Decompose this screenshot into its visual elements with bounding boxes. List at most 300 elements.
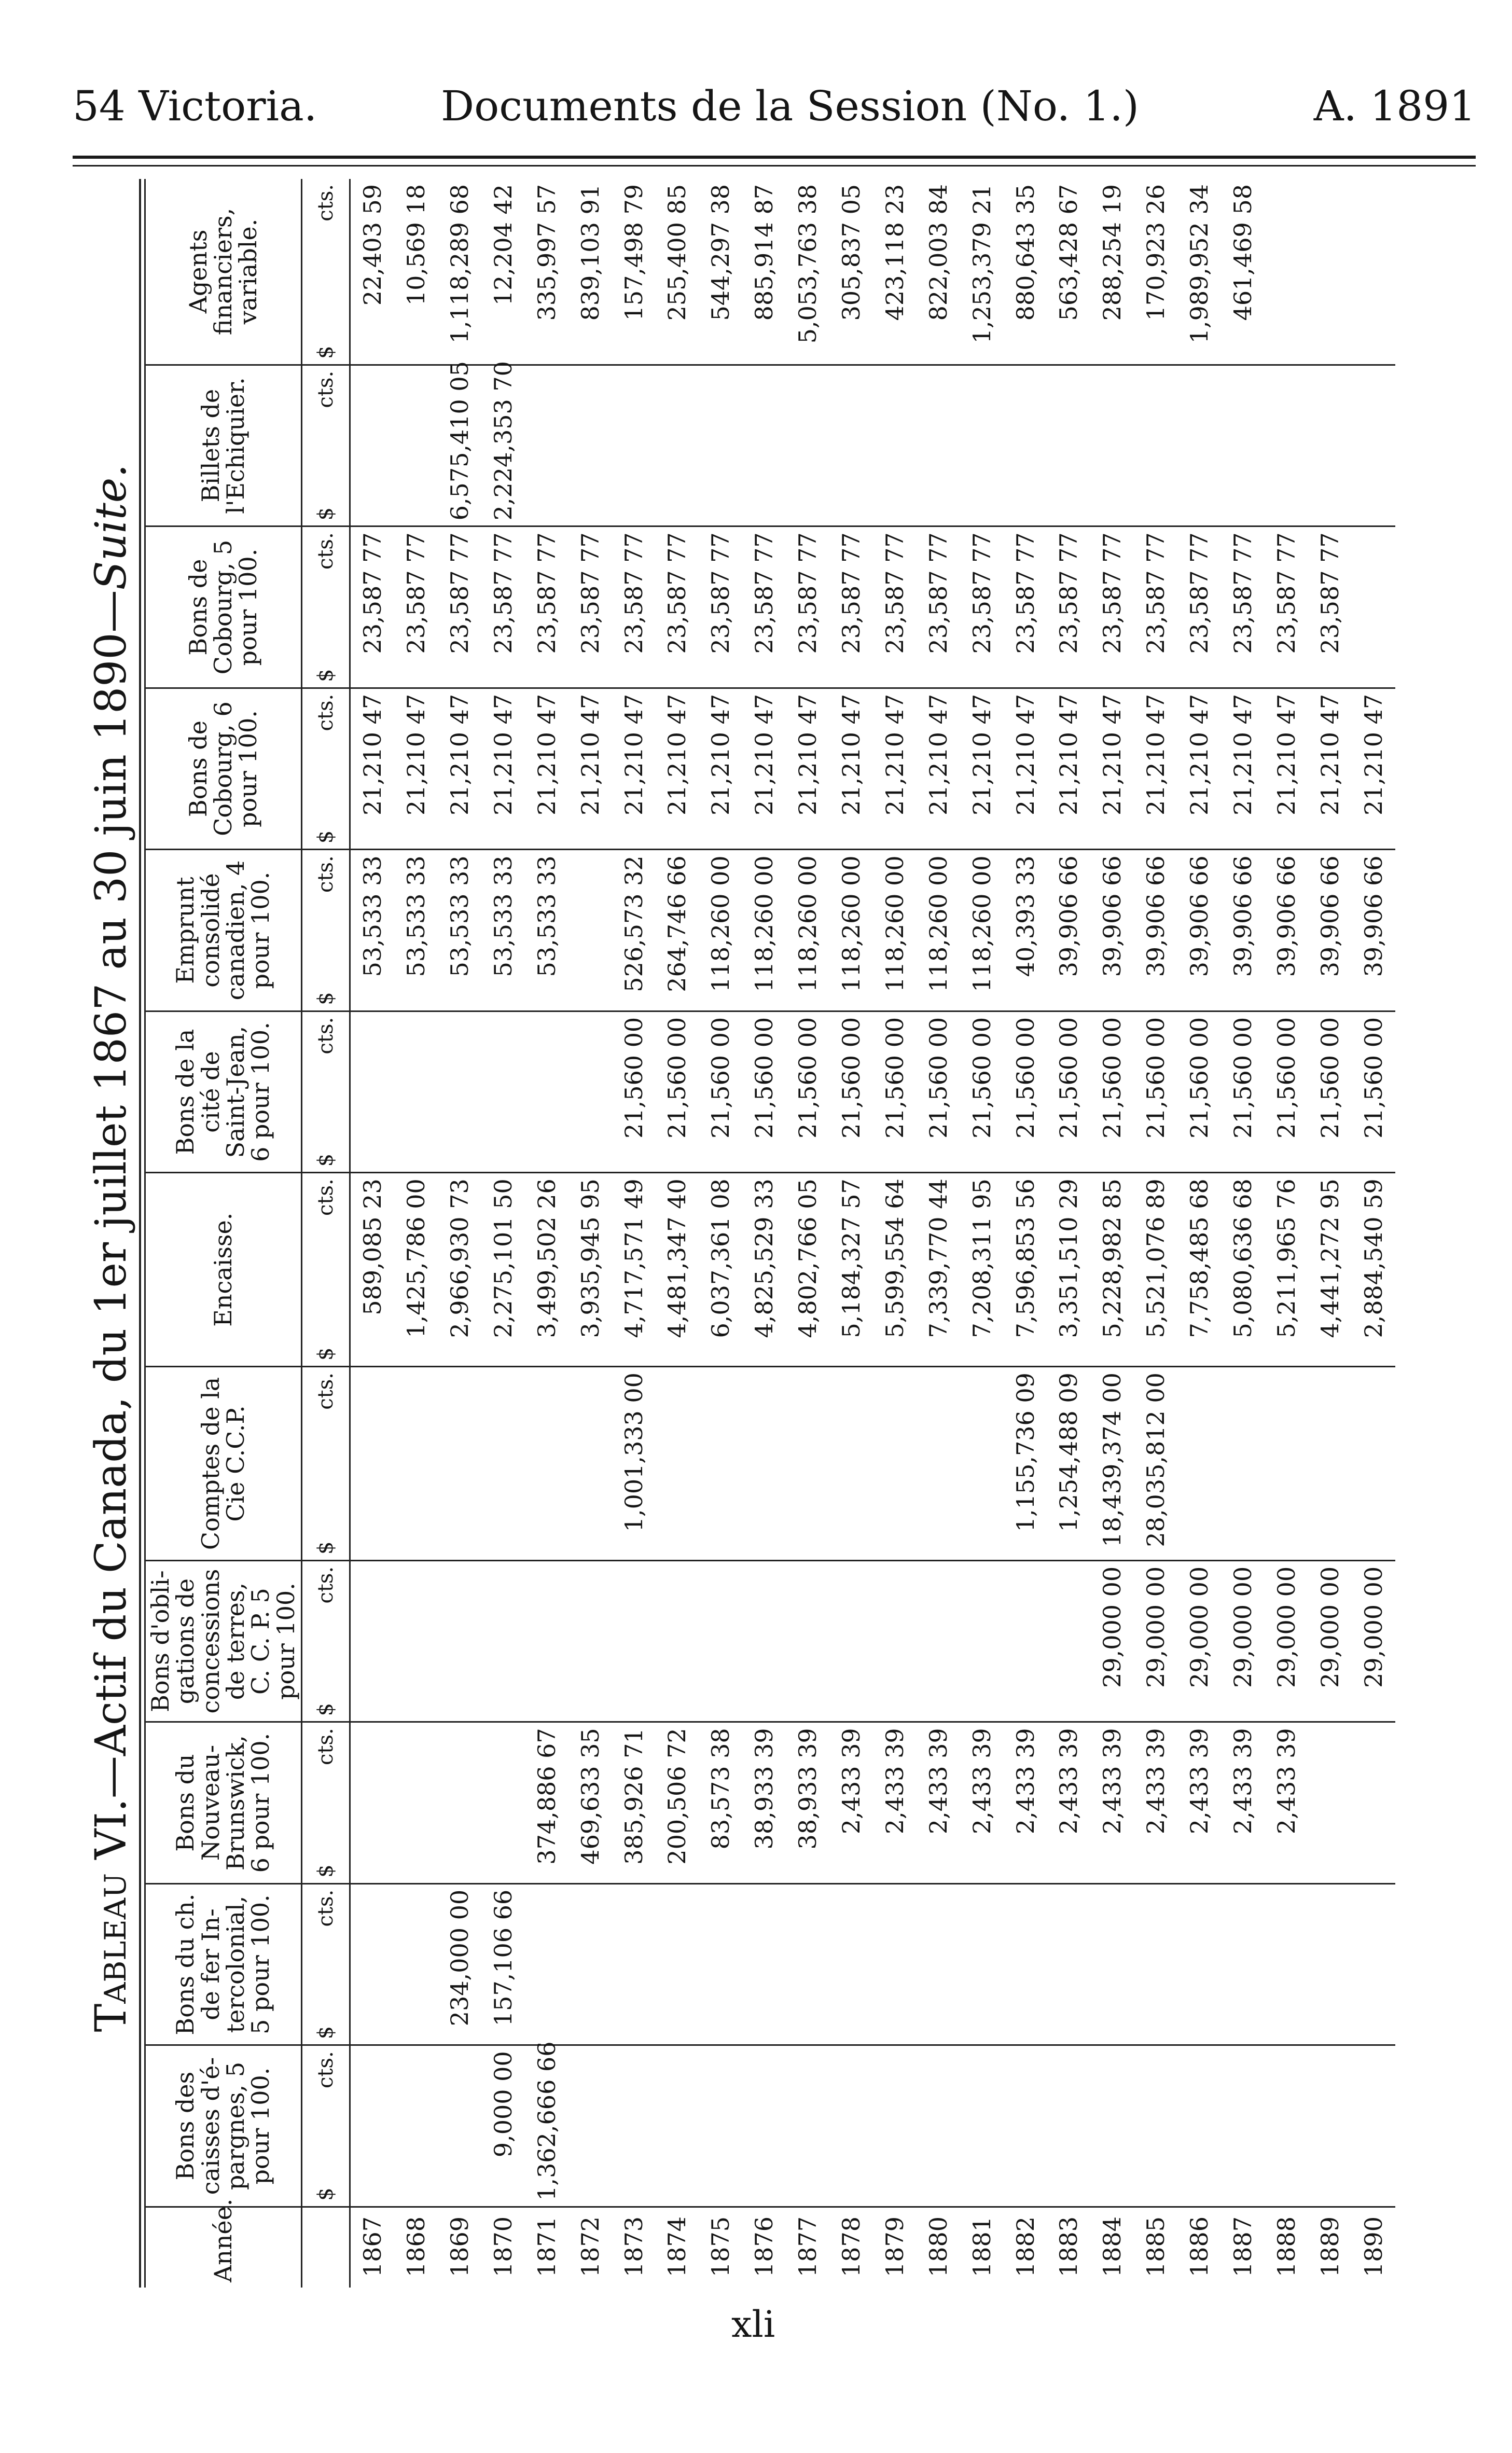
cell-stjean: 21,560 00 [917, 1011, 960, 1172]
cell-caisses: 9,000 00 [481, 2045, 525, 2207]
unit-cell-agents [302, 179, 350, 365]
cell-caisses [786, 2045, 829, 2207]
cell-stjean [525, 1011, 568, 1172]
running-header-left: 54 Victoria. [73, 82, 317, 130]
cell-encaisse: 7,339,770 44 [917, 1173, 960, 1367]
cell-billets [350, 365, 395, 526]
unit-cents: cts. [314, 694, 338, 731]
cell-stjean [438, 1011, 481, 1172]
cell-encaisse: 3,499,502 26 [525, 1173, 568, 1367]
cell-nb: 2,433 39 [1090, 1722, 1134, 1883]
cell-agents: 839,103 91 [568, 179, 612, 365]
cell-agents: 423,118 23 [873, 179, 917, 365]
unit-cents: cts. [314, 1373, 338, 1410]
unit-cents: cts. [314, 1889, 338, 1927]
cell-encaisse: 3,351,510 29 [1047, 1173, 1091, 1367]
cell-billets [525, 365, 568, 526]
cell-stjean: 21,560 00 [1090, 1011, 1134, 1172]
cell-emprunt: 53,533 33 [438, 850, 481, 1011]
cell-cob6: 21,210 47 [1004, 688, 1047, 849]
column-header-caisses: Bons des caisses d'é-pargnes, 5 pour 100. [145, 2045, 302, 2207]
unit-dollar: $ [314, 2187, 338, 2201]
cell-emprunt: 118,260 00 [786, 850, 829, 1011]
cell-emprunt: 39,906 66 [1177, 850, 1221, 1011]
cell-caisses [656, 2045, 699, 2207]
cell-encaisse: 6,037,361 08 [699, 1173, 742, 1367]
unit-cell-obli [302, 1560, 350, 1722]
cell-annee: 1869 [446, 2216, 474, 2277]
unit-dollar: $ [314, 830, 338, 844]
cell-emprunt: 39,906 66 [1221, 850, 1265, 1011]
cell-obli [394, 1560, 438, 1722]
column-header-nb: Bons du Nouveau-Brunswick, 6 pour 100. [145, 1722, 302, 1883]
cell-cob6: 21,210 47 [786, 688, 829, 849]
cell-caisses: 1,362,666 66 [525, 2045, 568, 2207]
table-header-row [145, 179, 302, 2288]
cell-annee: 1890 [1359, 2216, 1388, 2277]
cell-interco [829, 1883, 873, 2045]
cell-agents [1308, 179, 1352, 365]
cell-interco [1308, 1883, 1352, 2045]
cell-stjean: 21,560 00 [960, 1011, 1004, 1172]
cell-caisses [1047, 2045, 1091, 2207]
column-header-interco: Bons du ch. de fer In-tercolonial, 5 pour 100. [145, 1883, 302, 2045]
cell-annee: 1867 [358, 2216, 387, 2277]
cell-billets [873, 365, 917, 526]
cell-cob6: 21,210 47 [612, 688, 656, 849]
cell-cob6: 21,210 47 [1221, 688, 1265, 849]
cell-stjean: 21,560 00 [1265, 1011, 1308, 1172]
cell-cob5: 23,587 77 [829, 526, 873, 688]
cell-obli: 29,000 00 [1090, 1560, 1134, 1722]
cell-cob5: 23,587 77 [525, 526, 568, 688]
cell-cob6: 21,210 47 [829, 688, 873, 849]
cell-annee: 1876 [750, 2216, 779, 2277]
cell-ccp [394, 1367, 438, 1561]
cell-agents: 12,204 42 [481, 179, 525, 365]
cell-nb [350, 1722, 395, 1883]
cell-agents: 335,997 57 [525, 179, 568, 365]
cell-billets [829, 365, 873, 526]
unit-dollar: $ [314, 992, 338, 1005]
table-unit-row [302, 179, 350, 2288]
table-row [917, 179, 960, 2288]
cell-caisses [917, 2045, 960, 2207]
unit-dollar: $ [314, 507, 338, 521]
cell-caisses [350, 2045, 395, 2207]
cell-nb: 83,573 38 [699, 1722, 742, 1883]
cell-caisses [568, 2045, 612, 2207]
cell-obli: 29,000 00 [1177, 1560, 1221, 1722]
cell-stjean: 21,560 00 [612, 1011, 656, 1172]
cell-ccp [481, 1367, 525, 1561]
cell-cob5: 23,587 77 [699, 526, 742, 688]
unit-dollar: $ [314, 1541, 338, 1555]
cell-billets [1265, 365, 1308, 526]
cell-cob6: 21,210 47 [873, 688, 917, 849]
unit-cell-interco [302, 1883, 350, 2045]
table-row [742, 179, 786, 2288]
unit-dollar: $ [314, 1864, 338, 1878]
cell-interco [1047, 1883, 1091, 2045]
cell-billets [1352, 365, 1395, 526]
cell-encaisse: 589,085 23 [350, 1173, 395, 1367]
cell-cob6: 21,210 47 [438, 688, 481, 849]
cell-emprunt: 39,906 66 [1047, 850, 1091, 1011]
cell-ccp [350, 1367, 395, 1561]
cell-emprunt: 39,906 66 [1352, 850, 1395, 1011]
table-row [394, 179, 438, 2288]
cell-nb [438, 1722, 481, 1883]
cell-cob6: 21,210 47 [917, 688, 960, 849]
cell-encaisse: 2,275,101 50 [481, 1173, 525, 1367]
column-header-ccp: Comptes de la Cie C.C.P. [145, 1367, 302, 1561]
cell-ccp [525, 1367, 568, 1561]
table-row [1265, 179, 1308, 2288]
cell-cob6: 21,210 47 [699, 688, 742, 849]
cell-billets [1221, 365, 1265, 526]
cell-ccp [1308, 1367, 1352, 1561]
column-header-billets: Billets de l'Echiquier. [145, 365, 302, 526]
cell-ccp: 18,439,374 00 [1090, 1367, 1134, 1561]
cell-cob5: 23,587 77 [1177, 526, 1221, 688]
cell-stjean: 21,560 00 [1004, 1011, 1047, 1172]
cell-caisses [1134, 2045, 1177, 2207]
cell-ccp [960, 1367, 1004, 1561]
cell-stjean: 21,560 00 [656, 1011, 699, 1172]
column-header-cob5: Bons de Cobourg, 5 pour 100. [145, 526, 302, 688]
unit-dollar: $ [314, 1153, 338, 1167]
unit-cents: cts. [314, 1017, 338, 1055]
unit-dollar: $ [314, 1347, 338, 1361]
table-title-suffix: Suite. [87, 464, 136, 590]
unit-cell-cob6 [302, 688, 350, 849]
cell-ccp: 28,035,812 00 [1134, 1367, 1177, 1561]
table-row [1177, 179, 1221, 2288]
cell-obli [873, 1560, 917, 1722]
cell-emprunt: 118,260 00 [960, 850, 1004, 1011]
cell-agents: 157,498 79 [612, 179, 656, 365]
cell-nb: 2,433 39 [960, 1722, 1004, 1883]
cell-billets [1177, 365, 1221, 526]
cell-emprunt: 264,746 66 [656, 850, 699, 1011]
cell-obli [699, 1560, 742, 1722]
cell-billets [699, 365, 742, 526]
cell-billets [568, 365, 612, 526]
unit-cents: cts. [314, 2051, 338, 2088]
table-row [1090, 179, 1134, 2288]
cell-cob6: 21,210 47 [481, 688, 525, 849]
cell-agents [1265, 179, 1308, 365]
cell-cob5: 23,587 77 [656, 526, 699, 688]
cell-stjean [394, 1011, 438, 1172]
assets-table [145, 179, 1395, 2288]
cell-ccp [742, 1367, 786, 1561]
unit-dollar: $ [314, 2026, 338, 2040]
cell-cob5: 23,587 77 [873, 526, 917, 688]
cell-cob6: 21,210 47 [1134, 688, 1177, 849]
cell-interco [699, 1883, 742, 2045]
cell-interco [1177, 1883, 1221, 2045]
cell-interco: 157,106 66 [481, 1883, 525, 2045]
cell-obli [612, 1560, 656, 1722]
cell-emprunt: 118,260 00 [699, 850, 742, 1011]
cell-annee: 1868 [402, 2216, 431, 2277]
cell-interco [960, 1883, 1004, 2045]
cell-agents: 170,923 26 [1134, 179, 1177, 365]
cell-encaisse: 4,717,571 49 [612, 1173, 656, 1367]
cell-agents: 880,643 35 [1004, 179, 1047, 365]
table-row [1352, 179, 1395, 2288]
cell-ccp [917, 1367, 960, 1561]
cell-nb: 2,433 39 [1134, 1722, 1177, 1883]
cell-caisses [1308, 2045, 1352, 2207]
cell-emprunt: 39,906 66 [1308, 850, 1352, 1011]
table-row [1004, 179, 1047, 2288]
cell-stjean: 21,560 00 [829, 1011, 873, 1172]
cell-annee: 1870 [489, 2216, 517, 2277]
cell-ccp [873, 1367, 917, 1561]
cell-cob6: 21,210 47 [1090, 688, 1134, 849]
unit-cents: cts. [314, 532, 338, 570]
cell-emprunt: 39,906 66 [1265, 850, 1308, 1011]
cell-emprunt: 53,533 33 [481, 850, 525, 1011]
cell-encaisse: 7,758,485 68 [1177, 1173, 1221, 1367]
cell-cob5: 23,587 77 [350, 526, 395, 688]
assets-table-rotated [145, 179, 1395, 2288]
page-number: xli [731, 2303, 775, 2346]
cell-obli: 29,000 00 [1134, 1560, 1177, 1722]
cell-annee: 1872 [576, 2216, 604, 2277]
cell-cob6: 21,210 47 [1265, 688, 1308, 849]
cell-encaisse: 4,825,529 33 [742, 1173, 786, 1367]
cell-stjean: 21,560 00 [1308, 1011, 1352, 1172]
table-body [350, 179, 1396, 2288]
cell-billets [656, 365, 699, 526]
cell-caisses [873, 2045, 917, 2207]
table-row [656, 179, 699, 2288]
unit-cents: cts. [314, 1566, 338, 1604]
cell-emprunt: 40,393 33 [1004, 850, 1047, 1011]
cell-ccp [699, 1367, 742, 1561]
cell-billets [786, 365, 829, 526]
cell-encaisse: 4,481,347 40 [656, 1173, 699, 1367]
cell-annee: 1881 [967, 2216, 996, 2277]
cell-interco [1134, 1883, 1177, 2045]
cell-agents: 255,400 85 [656, 179, 699, 365]
cell-emprunt: 53,533 33 [394, 850, 438, 1011]
cell-stjean: 21,560 00 [742, 1011, 786, 1172]
cell-nb: 38,933 39 [786, 1722, 829, 1883]
cell-billets [1004, 365, 1047, 526]
table-row [350, 179, 395, 2288]
cell-annee: 1884 [1098, 2216, 1127, 2277]
cell-agents: 885,914 87 [742, 179, 786, 365]
cell-billets [917, 365, 960, 526]
cell-ccp [1265, 1367, 1308, 1561]
cell-interco [525, 1883, 568, 2045]
unit-dollar: $ [314, 669, 338, 682]
cell-encaisse: 4,441,272 95 [1308, 1173, 1352, 1367]
cell-annee: 1886 [1185, 2216, 1214, 2277]
cell-stjean [350, 1011, 395, 1172]
cell-ccp [1352, 1367, 1395, 1561]
unit-cents: cts. [314, 1728, 338, 1766]
cell-obli [1047, 1560, 1091, 1722]
cell-cob6: 21,210 47 [394, 688, 438, 849]
column-header-emprunt: Emprunt consolidé canadien, 4 pour 100. [145, 850, 302, 1011]
cell-annee: 1883 [1055, 2216, 1083, 2277]
cell-obli [1004, 1560, 1047, 1722]
cell-annee: 1877 [794, 2216, 822, 2277]
cell-cob6: 21,210 47 [568, 688, 612, 849]
cell-billets [1308, 365, 1352, 526]
cell-ccp [656, 1367, 699, 1561]
cell-agents: 822,003 84 [917, 179, 960, 365]
cell-interco [873, 1883, 917, 2045]
cell-stjean: 21,560 00 [1047, 1011, 1091, 1172]
cell-agents: 1,253,379 21 [960, 179, 1004, 365]
cell-caisses [1352, 2045, 1395, 2207]
cell-encaisse: 4,802,766 05 [786, 1173, 829, 1367]
cell-cob6: 21,210 47 [1352, 688, 1395, 849]
cell-cob6: 21,210 47 [350, 688, 395, 849]
cell-emprunt: 118,260 00 [917, 850, 960, 1011]
cell-caisses [1265, 2045, 1308, 2207]
cell-cob5: 23,587 77 [612, 526, 656, 688]
unit-cell-ccp [302, 1367, 350, 1561]
cell-encaisse: 5,211,965 76 [1265, 1173, 1308, 1367]
cell-caisses [1004, 2045, 1047, 2207]
column-header-encaisse: Encaisse. [145, 1173, 302, 1367]
cell-cob6: 21,210 47 [1047, 688, 1091, 849]
header-rule-thick [73, 156, 1476, 159]
table-row [960, 179, 1004, 2288]
cell-annee: 1871 [532, 2216, 561, 2277]
cell-ccp [786, 1367, 829, 1561]
cell-encaisse: 7,596,853 56 [1004, 1173, 1047, 1367]
unit-cents: cts. [314, 1179, 338, 1216]
cell-interco [1090, 1883, 1134, 2045]
cell-annee: 1874 [663, 2216, 691, 2277]
column-header-annee: Année. [145, 2207, 302, 2288]
cell-encaisse: 2,966,930 73 [438, 1173, 481, 1367]
cell-cob6: 21,210 47 [656, 688, 699, 849]
cell-interco [1352, 1883, 1395, 2045]
cell-encaisse: 5,521,076 89 [1134, 1173, 1177, 1367]
cell-interco [1265, 1883, 1308, 2045]
cell-emprunt: 39,906 66 [1134, 850, 1177, 1011]
unit-cents: cts. [314, 184, 338, 221]
cell-nb: 2,433 39 [1265, 1722, 1308, 1883]
cell-interco [394, 1883, 438, 2045]
cell-interco [786, 1883, 829, 2045]
cell-obli [829, 1560, 873, 1722]
cell-annee: 1885 [1142, 2216, 1170, 2277]
table-row [1134, 179, 1177, 2288]
cell-cob5: 23,587 77 [568, 526, 612, 688]
running-header-center: Documents de la Session (No. 1.) [441, 82, 1140, 130]
cell-billets [1047, 365, 1091, 526]
cell-encaisse: 3,935,945 95 [568, 1173, 612, 1367]
cell-stjean: 21,560 00 [1134, 1011, 1177, 1172]
cell-billets: 6,575,410 05 [438, 365, 481, 526]
table-row [525, 179, 568, 2288]
cell-obli [960, 1560, 1004, 1722]
cell-interco [350, 1883, 395, 2045]
cell-nb: 2,433 39 [1004, 1722, 1047, 1883]
unit-cell-emprunt [302, 850, 350, 1011]
unit-dollar: $ [314, 1702, 338, 1716]
cell-obli: 29,000 00 [1221, 1560, 1265, 1722]
cell-agents: 288,254 19 [1090, 179, 1134, 365]
cell-emprunt: 118,260 00 [873, 850, 917, 1011]
cell-obli: 29,000 00 [1352, 1560, 1395, 1722]
cell-cob6: 21,210 47 [1308, 688, 1352, 849]
cell-obli [525, 1560, 568, 1722]
cell-interco [1221, 1883, 1265, 2045]
table-row [873, 179, 917, 2288]
table-row [1047, 179, 1091, 2288]
cell-cob5: 23,587 77 [1004, 526, 1047, 688]
cell-nb [481, 1722, 525, 1883]
unit-cell-caisses [302, 2045, 350, 2207]
cell-agents: 563,428 67 [1047, 179, 1091, 365]
table-title-main: —Actif du Canada, du 1er juillet 1867 au 30 juin 1890— [87, 590, 136, 1799]
cell-encaisse: 2,884,540 59 [1352, 1173, 1395, 1367]
cell-agents: 1,989,952 34 [1177, 179, 1221, 365]
cell-obli [917, 1560, 960, 1722]
cell-obli [438, 1560, 481, 1722]
table-row [481, 179, 525, 2288]
running-header-right: A. 1891 [1313, 82, 1476, 130]
cell-cob5: 23,587 77 [1308, 526, 1352, 688]
cell-cob5: 23,587 77 [786, 526, 829, 688]
cell-nb [394, 1722, 438, 1883]
unit-cell-stjean [302, 1011, 350, 1172]
cell-billets [394, 365, 438, 526]
column-header-agents: Agents financiers, variable. [145, 179, 302, 365]
cell-nb [1308, 1722, 1352, 1883]
column-header-obli: Bons d'obli-gations de concessions de terres, C. C. P. 5 pour 100. [145, 1560, 302, 1722]
cell-annee: 1873 [619, 2216, 648, 2277]
table-title [87, 211, 136, 2285]
column-header-cob6: Bons de Cobourg, 6 pour 100. [145, 688, 302, 849]
table-row [829, 179, 873, 2288]
cell-agents: 5,053,763 38 [786, 179, 829, 365]
cell-nb: 2,433 39 [1177, 1722, 1221, 1883]
cell-agents: 10,569 18 [394, 179, 438, 365]
cell-encaisse: 5,184,327 57 [829, 1173, 873, 1367]
cell-agents: 544,297 38 [699, 179, 742, 365]
cell-obli [481, 1560, 525, 1722]
unit-cents: cts. [314, 370, 338, 408]
cell-caisses [699, 2045, 742, 2207]
cell-cob5: 23,587 77 [394, 526, 438, 688]
cell-encaisse: 1,425,786 00 [394, 1173, 438, 1367]
cell-obli [742, 1560, 786, 1722]
table-row [699, 179, 742, 2288]
unit-cents: cts. [314, 855, 338, 893]
cell-annee: 1880 [924, 2216, 952, 2277]
cell-ccp [1221, 1367, 1265, 1561]
table-row [1308, 179, 1352, 2288]
cell-nb: 200,506 72 [656, 1722, 699, 1883]
table-row [438, 179, 481, 2288]
cell-stjean [481, 1011, 525, 1172]
cell-ccp: 1,155,736 09 [1004, 1367, 1047, 1561]
cell-nb: 2,433 39 [917, 1722, 960, 1883]
